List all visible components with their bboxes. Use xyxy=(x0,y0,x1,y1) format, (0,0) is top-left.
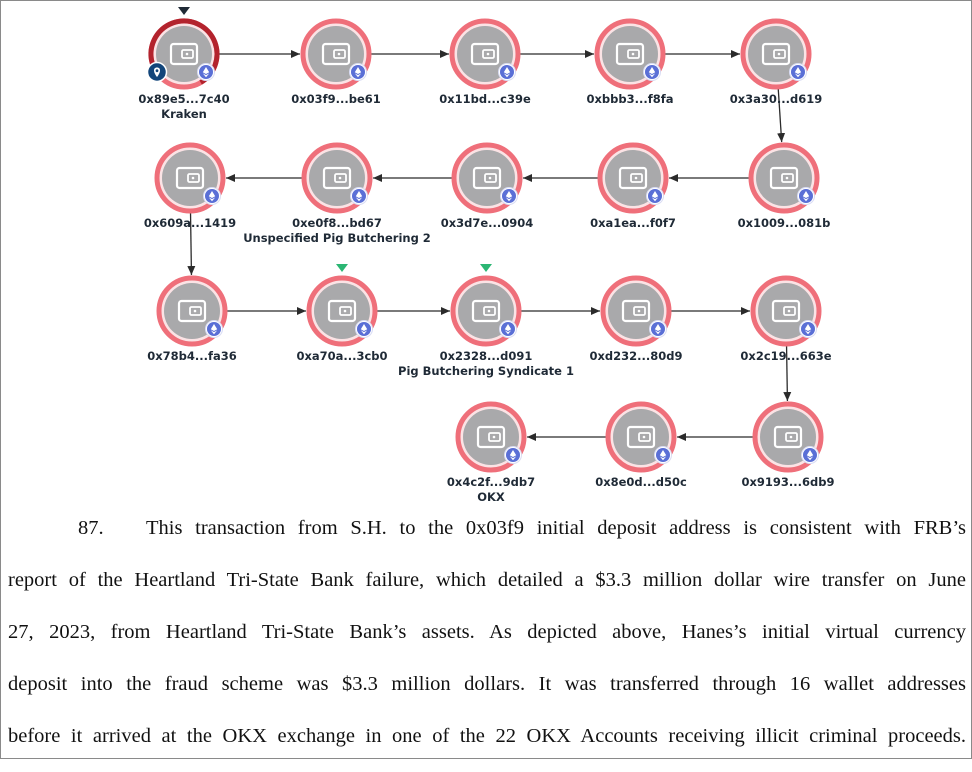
ethereum-icon xyxy=(204,188,221,205)
paragraph-line: deposit into the fraud scheme was $3.3 million dollars. It was transferred through 16 wallet addresses xyxy=(8,673,966,695)
wallet-address: 0xa70a...3cb0 xyxy=(296,349,388,363)
wallet-address: 0x2328...d091 xyxy=(439,349,533,363)
wallet-node[interactable] xyxy=(439,21,531,106)
wallet-node[interactable] xyxy=(590,278,683,363)
ethereum-icon xyxy=(356,321,373,338)
selected-marker-icon xyxy=(178,7,190,15)
flag-marker-icon xyxy=(336,264,348,272)
flag-marker-icon xyxy=(480,264,492,272)
ethereum-icon xyxy=(790,64,807,81)
wallet-address: 0x89e5...7c40 xyxy=(138,92,230,106)
wallet-address: 0x03f9...be61 xyxy=(291,92,381,106)
wallet-node[interactable] xyxy=(740,278,831,363)
wallet-address: 0x4c2f...9db7 xyxy=(446,475,536,489)
wallet-node[interactable] xyxy=(441,145,534,230)
ethereum-icon xyxy=(655,447,672,464)
wallet-address: 0x8e0d...d50c xyxy=(595,475,687,489)
wallet-address: 0x9193...6db9 xyxy=(741,475,835,489)
ethereum-icon xyxy=(351,188,368,205)
wallet-node[interactable] xyxy=(147,278,237,363)
ethereum-icon xyxy=(499,64,516,81)
wallet-address: 0xbbb3...f8fa xyxy=(586,92,674,106)
ethereum-icon xyxy=(505,447,522,464)
wallet-node[interactable] xyxy=(587,21,674,106)
wallet-node[interactable] xyxy=(590,145,676,230)
ethereum-icon xyxy=(198,64,215,81)
wallet-node[interactable] xyxy=(144,145,236,230)
paragraph-line: 87. This transaction from S.H. to the 0x03f9 initial deposit address is consistent with FRB’s xyxy=(8,512,966,564)
location-pin-icon xyxy=(148,63,167,82)
wallet-address: 0xd232...80d9 xyxy=(589,349,683,363)
ethereum-icon xyxy=(650,321,667,338)
ethereum-icon xyxy=(350,64,367,81)
wallet-address: 0x2c19...663e xyxy=(740,349,832,363)
wallet-node[interactable] xyxy=(730,21,823,106)
wallet-address: 0x3d7e...0904 xyxy=(440,216,534,230)
wallet-node[interactable] xyxy=(398,264,574,378)
wallet-address: 0x3a30...d619 xyxy=(729,92,823,106)
entity-label: Pig Butchering Syndicate 1 xyxy=(398,364,574,378)
wallet-node[interactable] xyxy=(291,21,381,106)
wallet-address: 0x1009...081b xyxy=(737,216,831,230)
wallet-node[interactable] xyxy=(742,404,835,489)
paragraph-line: before it arrived at the OKX exchange in one of the 22 OKX Accounts receiving illicit criminal proceeds. xyxy=(8,725,966,747)
ethereum-icon xyxy=(800,321,817,338)
ethereum-icon xyxy=(501,188,518,205)
ethereum-icon xyxy=(644,64,661,81)
wallet-node[interactable] xyxy=(138,7,229,121)
ethereum-icon xyxy=(500,321,517,338)
wallet-address: 0xa1ea...f0f7 xyxy=(590,216,676,230)
wallet-node[interactable] xyxy=(243,145,431,245)
paragraph-line: report of the Heartland Tri-State Bank failure, which detailed a $3.3 million dollar wire transfer on June xyxy=(8,569,966,591)
paragraph-number: 87. xyxy=(78,517,104,539)
entity-label: OKX xyxy=(477,490,505,504)
wallet-node[interactable] xyxy=(447,404,535,504)
wallet-address: 0x609a...1419 xyxy=(143,216,237,230)
wallet-address: 0x11bd...c39e xyxy=(439,92,531,106)
entity-label: Kraken xyxy=(161,107,207,121)
ethereum-icon xyxy=(798,188,815,205)
wallet-node[interactable] xyxy=(738,145,831,230)
wallet-node[interactable] xyxy=(296,264,387,363)
paragraph-87 xyxy=(8,512,966,772)
ethereum-icon xyxy=(206,321,223,338)
entity-label: Unspecified Pig Butchering 2 xyxy=(243,231,431,245)
wallet-address: 0x78b4...fa36 xyxy=(147,349,237,363)
ethereum-icon xyxy=(647,188,664,205)
wallet-address: 0xe0f8...bd67 xyxy=(292,216,382,230)
paragraph-line: 27, 2023, from Heartland Tri-State Bank’s assets. As depicted above, Hanes’s initial virtual currency xyxy=(8,621,966,643)
ethereum-icon xyxy=(802,447,819,464)
wallet-node[interactable] xyxy=(595,404,687,489)
